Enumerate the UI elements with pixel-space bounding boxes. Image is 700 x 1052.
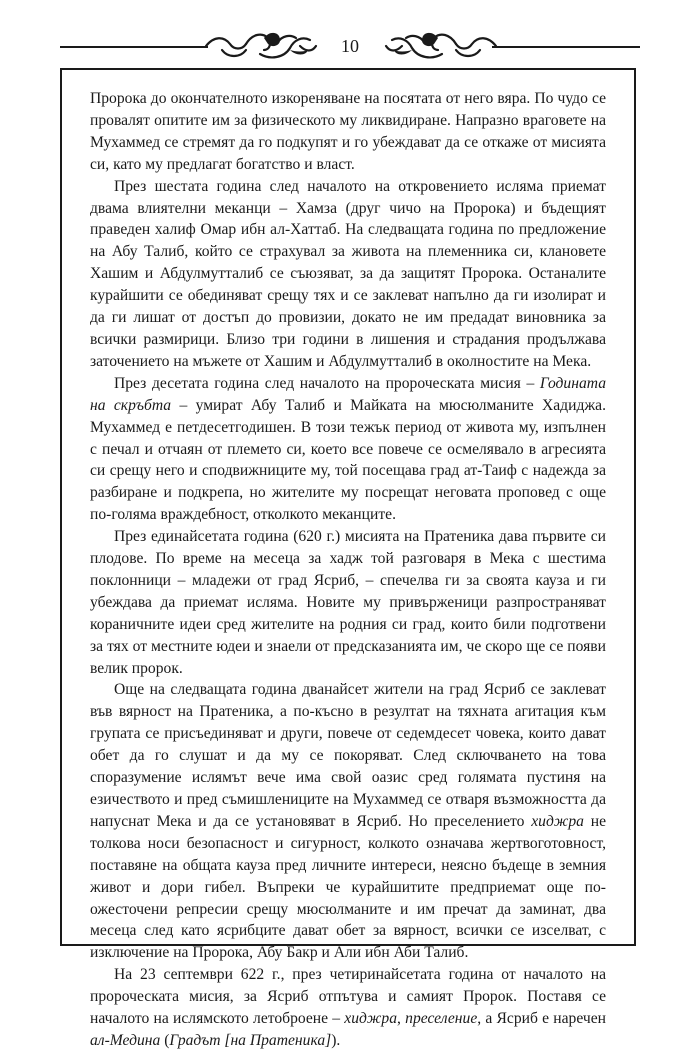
- text-run: През десетата година след началото на пророческата мисия –: [114, 374, 540, 392]
- header-rule-left: [60, 46, 208, 48]
- page-number: 10: [341, 36, 359, 56]
- text-run: (: [160, 1031, 170, 1049]
- italic-text: хиджра: [531, 812, 584, 830]
- italic-text: преселение: [405, 1010, 478, 1028]
- paragraph: [90, 964, 606, 1052]
- body-text: [90, 88, 606, 1052]
- italic-text: Градът [на Пратеника]: [169, 1031, 332, 1049]
- text-run: не толкова носи безопасност и сигурност, колкото означава жертвоготовност, поставяне на общата кауза пред личните интереси, неясно бъдеще в земния живот и дори гибел. Въпреки че курайшитите предприемат още по-ожесточени репресии срещу мюсюлманите и им пречат да заминат, два месеца след като ясрибците дават обет за вярност, всички се изселват, с изключение на Пророка, Абу Бакр и Али ибн Аби Талиб.: [90, 812, 607, 962]
- paragraph: [90, 373, 606, 526]
- text-run: На 23 септември 622 г., през четиринайсетата година от началото на пророческата мисия, за Ясриб отпътува и самият Пророк. Поставя се началото на ислямското летоброене –: [90, 966, 606, 1028]
- paragraph: [90, 88, 606, 176]
- italic-text: Годината на скръбта: [90, 374, 606, 414]
- text-run: През единайсетата година (620 г.) мисията на Пратеника дава първите си плодове. По време на месеца за хадж той разговаря в Мека с шестима поклонници – младежи от град Ясриб, – спечелва ги за своята кауза и ги убеждава да приемат исляма. Новите му привърженици разпространяват кораничните идеи сред жителите на родния си град, които били подготвени за тях от местните юдеи и знаели от предсказанията им, че скоро ще се появи велик пророк.: [90, 528, 606, 677]
- paragraph: [90, 526, 606, 679]
- text-run: ,: [397, 1010, 406, 1028]
- ornament-left-icon: [200, 28, 320, 62]
- header-rule-right: [492, 46, 640, 48]
- italic-text: хиджра: [344, 1010, 398, 1028]
- italic-text: ал-Медина: [90, 1031, 161, 1049]
- text-run: – умират Абу Талиб и Майката на мюсюлманите Хадиджа. Мухаммед е петдесетгодишен. В този тежък период от живота му, изпълнен с печал и отчаян от племето си, което все повече се осмелявало в агресията си срещу него и сподвижниците му, той посещава град ат-Таиф с надежда за разбиране и подкрепа, но жителите му посрещат неговата проповед с още по-голяма враждебност, отколкото меканците.: [90, 396, 606, 524]
- text-run: През шестата година след началото на откровението исляма приемат двама влиятелни меканци – Хамза (друг чичо на Пророка) и бъдещият праведен халиф Омар ибн ал-Хаттаб. На следващата година по предложение на Абу Талиб, който се страхувал за живота на племенника си, клановете Хашим и Абдулмутталиб се съюзяват, за да защитят Пророка. Останалите курайшити се обединяват срещу тях и се заклеват напълно да ги изолират и да ги лишат от достъп до провизии, докато не им предадат виновника за всички размирици. Близо три години в лишения и страдания продължава заточението на мъжете от Хашим и Абдулмутталиб в околностите на Мека.: [90, 177, 606, 370]
- text-run: Пророка до окончателното изкореняване на посятата от него вяра. По чудо се провалят опитите им за физическото му ликвидиране. Напразно враговете на Мухаммед се стремят да го подкупят и го убеждават да се откаже от мисията си, като му предлагат богатство и власт.: [90, 90, 606, 173]
- text-run: ).: [331, 1031, 341, 1049]
- text-run: Още на следващата година дванайсет жители на град Ясриб се заклеват във вярност на Пратеника, а по-късно в резултат на тяхната агитация към групата се присъединяват и други, повече от седемдесет човека, които дават обет да го слушат и да му се покоряват. След сключването на това споразумение ислямът вече има свой оазис сред голямата пустиня на езичеството и пред съмишлениците на Мухаммед се отваря възможността да напуснат Мека и да се установяват в Ясриб. Но преселението: [90, 681, 606, 830]
- paragraph: [90, 679, 606, 964]
- text-run: , а Ясриб е наречен: [477, 1010, 606, 1028]
- page-header: [60, 18, 640, 68]
- paragraph: [90, 176, 606, 373]
- ornament-right-icon: [382, 28, 502, 62]
